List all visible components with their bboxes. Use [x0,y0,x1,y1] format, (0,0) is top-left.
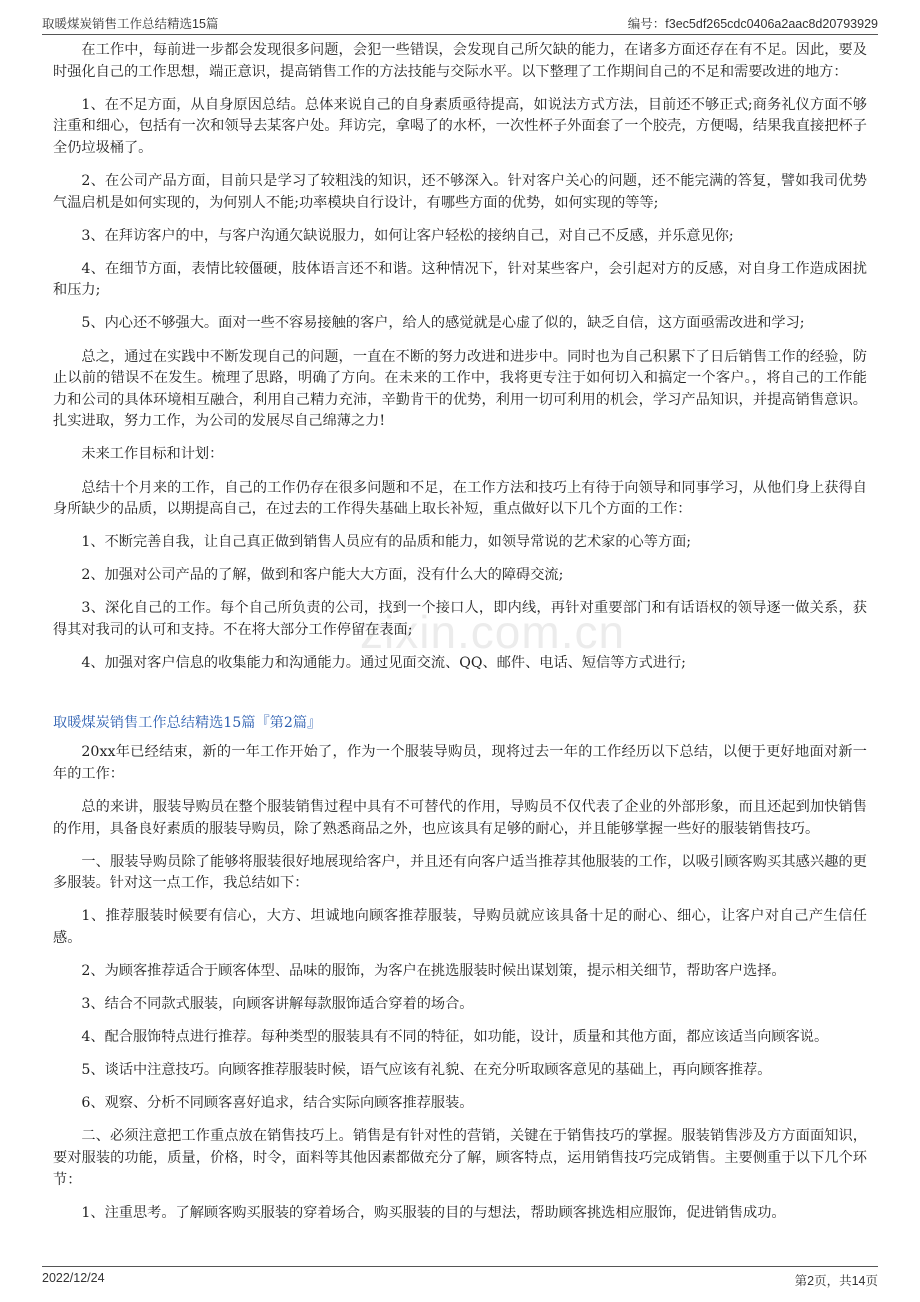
paragraph: 20xx年已经结束，新的一年工作开始了，作为一个服装导购员，现将过去一年的工作经历以下总结，以便于更好地面对新一年的工作： [53,744,867,782]
paragraph: 4、配合服饰特点进行推荐。每种类型的服装具有不同的特征，如功能，设计，质量和其他方面，都应该适当向顾客说。 [81,1029,829,1046]
paragraph: 在工作中，每前进一步都会发现很多问题，会犯一些错误，会发现自己所欠缺的能力，在诸多方面还存在有不足。因此，要及时强化自己的工作思想，端正意识，提高销售工作的方法技能与交际水平。以下整理了工作期间自己的不足和需要改进的地方： [53,42,867,80]
paragraph: 1、不断完善自我，让自己真正做到销售人员应有的品质和能力，如领导常说的艺术家的心等方面; [81,534,692,551]
paragraph: 2、在公司产品方面，目前只是学习了较粗浅的知识，还不够深入。针对客户关心的问题，还不能完满的答复，譬如我司优势气温启机是如何实现的，为何别人不能;功率模块自行设计，有哪些方面的优势，如何实现的等等; [53,172,867,211]
section-title: 取暖煤炭销售工作总结精选15篇『第2篇』 [53,714,322,731]
paragraph: 总的来讲，服装导购员在整个服装销售过程中具有不可替代的作用，导购员不仅代表了企业的外部形象，而且还起到加快销售的作用，具备良好素质的服装导购员，除了熟悉商品之外，也应该具有足够的耐心，并且能够掌握一些好的服装销售技巧。 [53,798,867,837]
paragraph: 总之，通过在实践中不断发现自己的问题，一直在不断的努力改进和进步中。同时也为自己积累下了日后销售工作的经验，防止以前的错误不在发生。梳理了思路，明确了方向。在未来的工作中，我将更专注于如何切入和搞定一个客户。，将自己的工作能力和公司的具体环境相互融合，利用自己精力充沛，辛勤肯干的优势，利用一切可利用的机会，学习产品知识，并提高销售意识。扎实进取，努力工作，为公司的发展尽自己绵薄之力! [53,348,867,430]
paragraph: 3、结合不同款式服装，向顾客讲解每款服饰适合穿着的场合。 [81,996,474,1013]
paragraph: 1、推荐服装时候要有信心，大方、坦诚地向顾客推荐服装，导购员就应该具备十足的耐心、细心，让客户对自己产生信任感。 [53,908,867,946]
paragraph: 1、注重思考。了解顾客购买服装的穿着场合，购买服装的目的与想法，帮助顾客挑选相应服饰，促进销售成功。 [81,1204,786,1221]
paragraph: 3、在拜访客户的中，与客户沟通欠缺说服力，如何让客户轻松的接纳自己，对自己不反感，并乐意见你; [81,227,734,244]
paragraph: 3、深化自己的工作。每个自己所负责的公司，找到一个接口人，即内线，再针对重要部门和有话语权的领导逐一做关系，获得其对我司的认可和支持。不在将大部分工作停留在表面; [53,600,867,638]
paragraph: 2、为顾客推荐适合于顾客体型、品味的服饰，为客户在挑选服装时候出谋划策，提示相关细节，帮助客户选择。 [81,963,786,979]
paragraph: 6、观察、分析不同顾客喜好追求，结合实际向顾客推荐服装。 [81,1095,474,1112]
paragraph: 未来工作目标和计划： [81,446,224,463]
paragraph: 一、服装导购员除了能够将服装很好地展现给客户，并且还有向客户适当推荐其他服装的工作，以吸引顾客购买其感兴趣的更多服装。针对这一点工作，我总结如下： [53,853,867,892]
document-body [53,40,867,1236]
paragraph: 5、谈话中注意技巧。向顾客推荐服装时候，语气应该有礼貌、在充分听取顾客意见的基础上，再向顾客推荐。 [81,1062,772,1079]
paragraph: 4、在细节方面，表情比较僵硬，肢体语言还不和谐。这种情况下，针对某些客户，会引起对方的反感，对自身工作造成困扰和压力; [53,260,867,299]
footer-date: 2022/12/24 [42,1271,105,1285]
page-footer [42,1266,878,1287]
paragraph: 二、必须注意把工作重点放在销售技巧上。销售是有针对性的营销，关键在于销售技巧的掌握。服装销售涉及方方面面知识，要对服装的功能，质量，价格，时令，面料等其他因素都做充分了解，顾客特点，运用销售技巧完成销售。主要侧重于以下几个环节： [53,1128,867,1188]
document-code: 编号：f3ec5df265cdc0406a2aac8d20793929 [627,17,878,31]
paragraph: 总结十个月来的工作，自己的工作仍存在很多问题和不足，在工作方法和技巧上有待于向领导和同事学习，从他们身上获得自身所缺少的品质，以期提高自己，在过去的工作得失基础上取长补短，重点做好以下几个方面的工作： [53,479,867,518]
paragraph: 5、内心还不够强大。面对一些不容易接触的客户，给人的感觉就是心虚了似的，缺乏自信，这方面亟需改进和学习; [81,315,805,332]
document-title: 取暖煤炭销售工作总结精选15篇 [42,17,219,31]
page-number: 第2页，共14页 [794,1274,878,1288]
paragraph: 1、在不足方面，从自身原因总结。总体来说自己的自身素质亟待提高，如说法方式方法，目前还不够正式;商务礼仪方面不够注重和细心，包括有一次和领导去某客户处。拜访完，拿喝了的水杯，一次性杯子外面套了一个胶壳，方便喝，结果我直接把杯子全仍垃圾桶了。 [53,96,867,156]
page-header [42,12,878,35]
watermark: zixin.com.cn [360,606,626,658]
paragraph: 2、加强对公司产品的了解，做到和客户能大大方面，没有什么大的障碍交流; [81,567,564,584]
paragraph: 4、加强对客户信息的收集能力和沟通能力。通过见面交流、QQ、邮件、电话、短信等方式进行; [81,655,686,672]
